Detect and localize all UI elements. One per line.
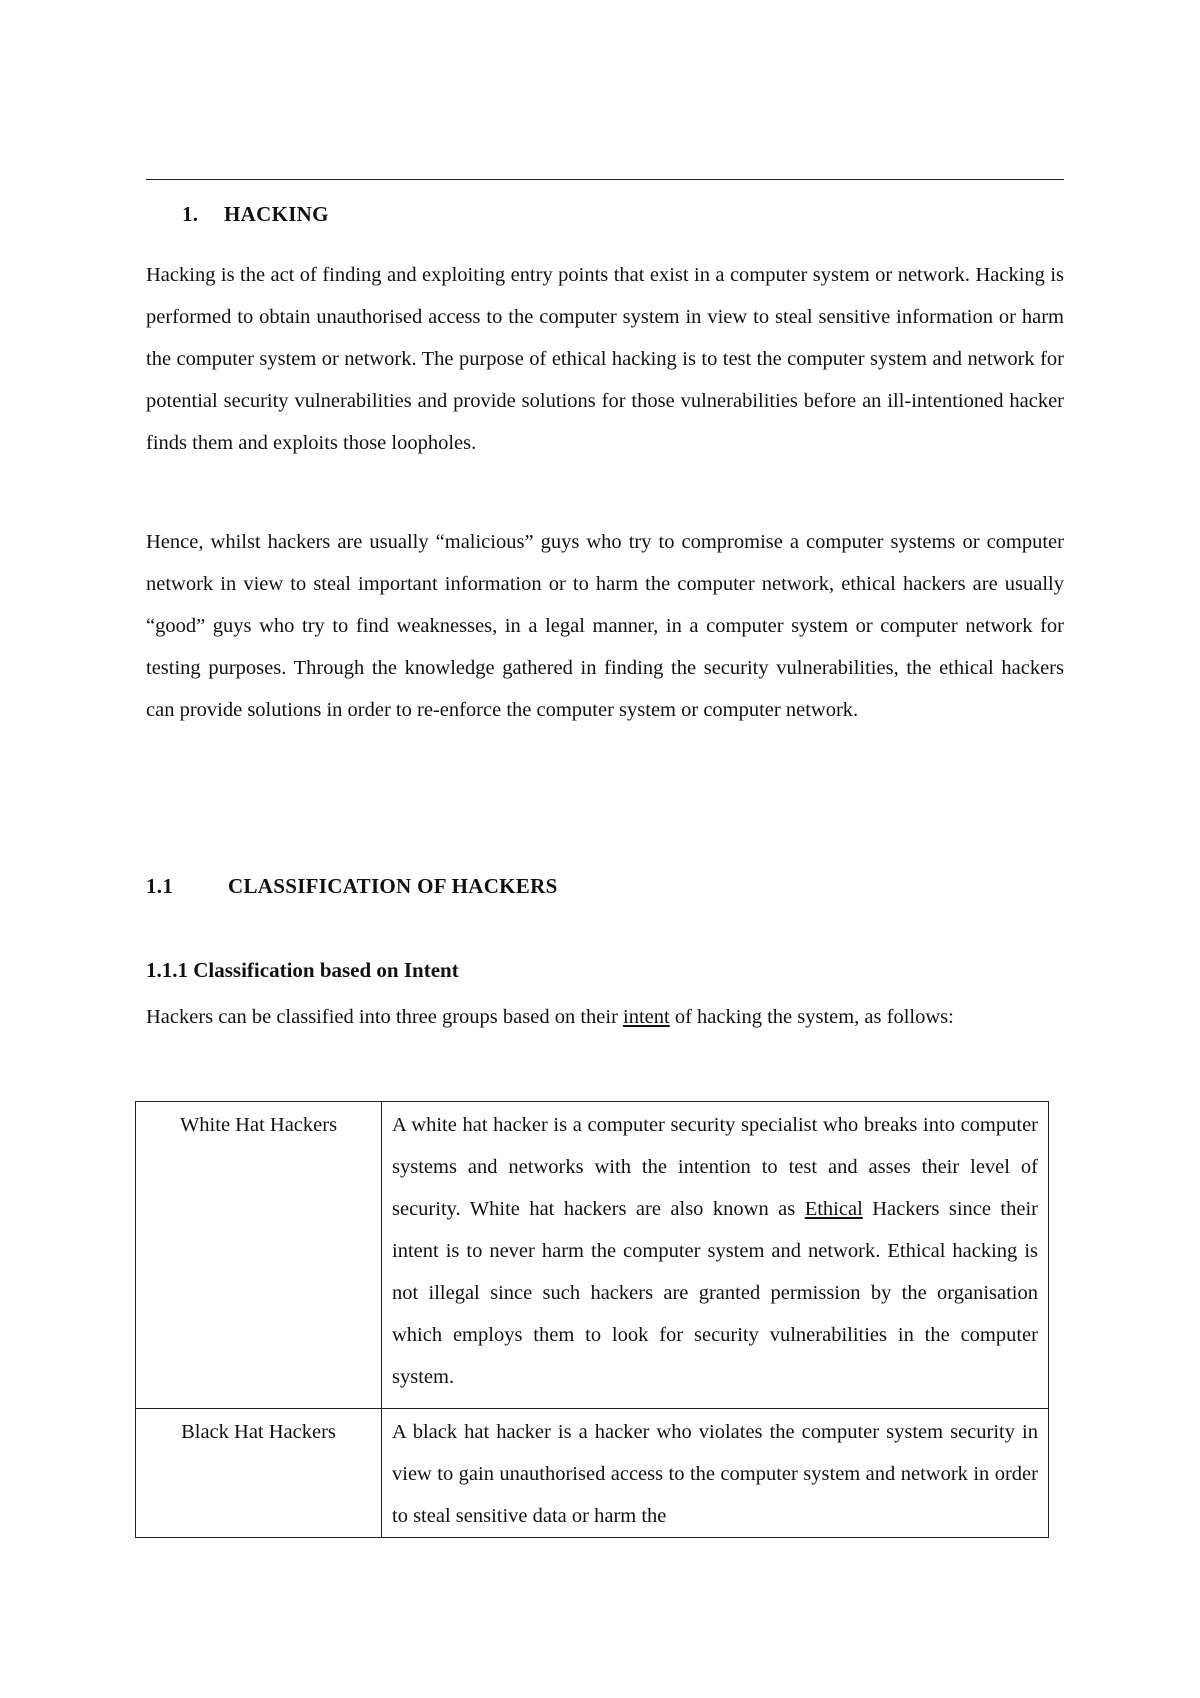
- subsection-title: CLASSIFICATION OF HACKERS: [228, 874, 558, 898]
- paragraph-hacking-definition: Hacking is the act of finding and exploiting entry points that exist in a computer system or network. Hacking is performed to obtain unauthorised access to the computer system in view to steal sensitive information or harm the computer system or network. The purpose of ethical hacking is to test the computer system and network for potential security vulnerabilities and provide solutions for those vulnerabilities before an ill-intentioned hacker finds them and exploits those loopholes.: [146, 264, 1064, 454]
- description-underlined-term: Ethical: [804, 1198, 863, 1220]
- subsubsection-heading-intent: 1.1.1 Classification based on Intent: [146, 958, 459, 982]
- paragraph-intent-intro: [146, 996, 1064, 1038]
- header-rule: [146, 179, 1064, 180]
- description-text-end: Hackers since their intent is to never harm the computer system and network. Ethical hacking is not illegal since such hackers are granted permission by the organisation which employs them to look for security vulnerabilities in the computer system.: [392, 1198, 1039, 1388]
- description-text-start: A white hat hacker is a computer security specialist who breaks into computer systems and networks with the intention to test and asses their level of security. White hat hackers are also known as: [392, 1114, 1038, 1220]
- section-heading-classification: [146, 874, 558, 899]
- hacker-description-cell: [382, 1102, 1049, 1409]
- hacker-description-cell: A black hat hacker is a hacker who violates the computer system security in view to gain unauthorised access to the computer system and network in order to steal sensitive data or harm the: [382, 1409, 1049, 1538]
- section-heading-hacking: [182, 202, 329, 227]
- table-row: [136, 1102, 1049, 1409]
- section-title: HACKING: [224, 202, 329, 226]
- hacker-classification-table: [135, 1101, 1049, 1538]
- paragraph-hackers-vs-ethical: Hence, whilst hackers are usually “malicious” guys who try to compromise a computer systems or computer network in view to steal important information or to harm the computer network, ethical hackers are usually “good” guys who try to find weaknesses, in a legal manner, in a computer system or computer network for testing purposes. Through the knowledge gathered in finding the security vulnerabilities, the ethical hackers can provide solutions in order to re-enforce the computer system or computer network.: [146, 531, 1064, 721]
- intro-underlined-term: intent: [623, 1006, 670, 1028]
- hacker-type-cell: White Hat Hackers: [136, 1102, 382, 1409]
- table-row: [136, 1409, 1049, 1538]
- intro-text-end: of hacking the system, as follows:: [669, 1006, 954, 1028]
- hacker-type-cell: Black Hat Hackers: [136, 1409, 382, 1538]
- intro-text-start: Hackers can be classified into three groups based on their: [146, 1006, 624, 1028]
- section-number: 1.: [182, 202, 199, 226]
- subsection-number: 1.1: [146, 874, 174, 898]
